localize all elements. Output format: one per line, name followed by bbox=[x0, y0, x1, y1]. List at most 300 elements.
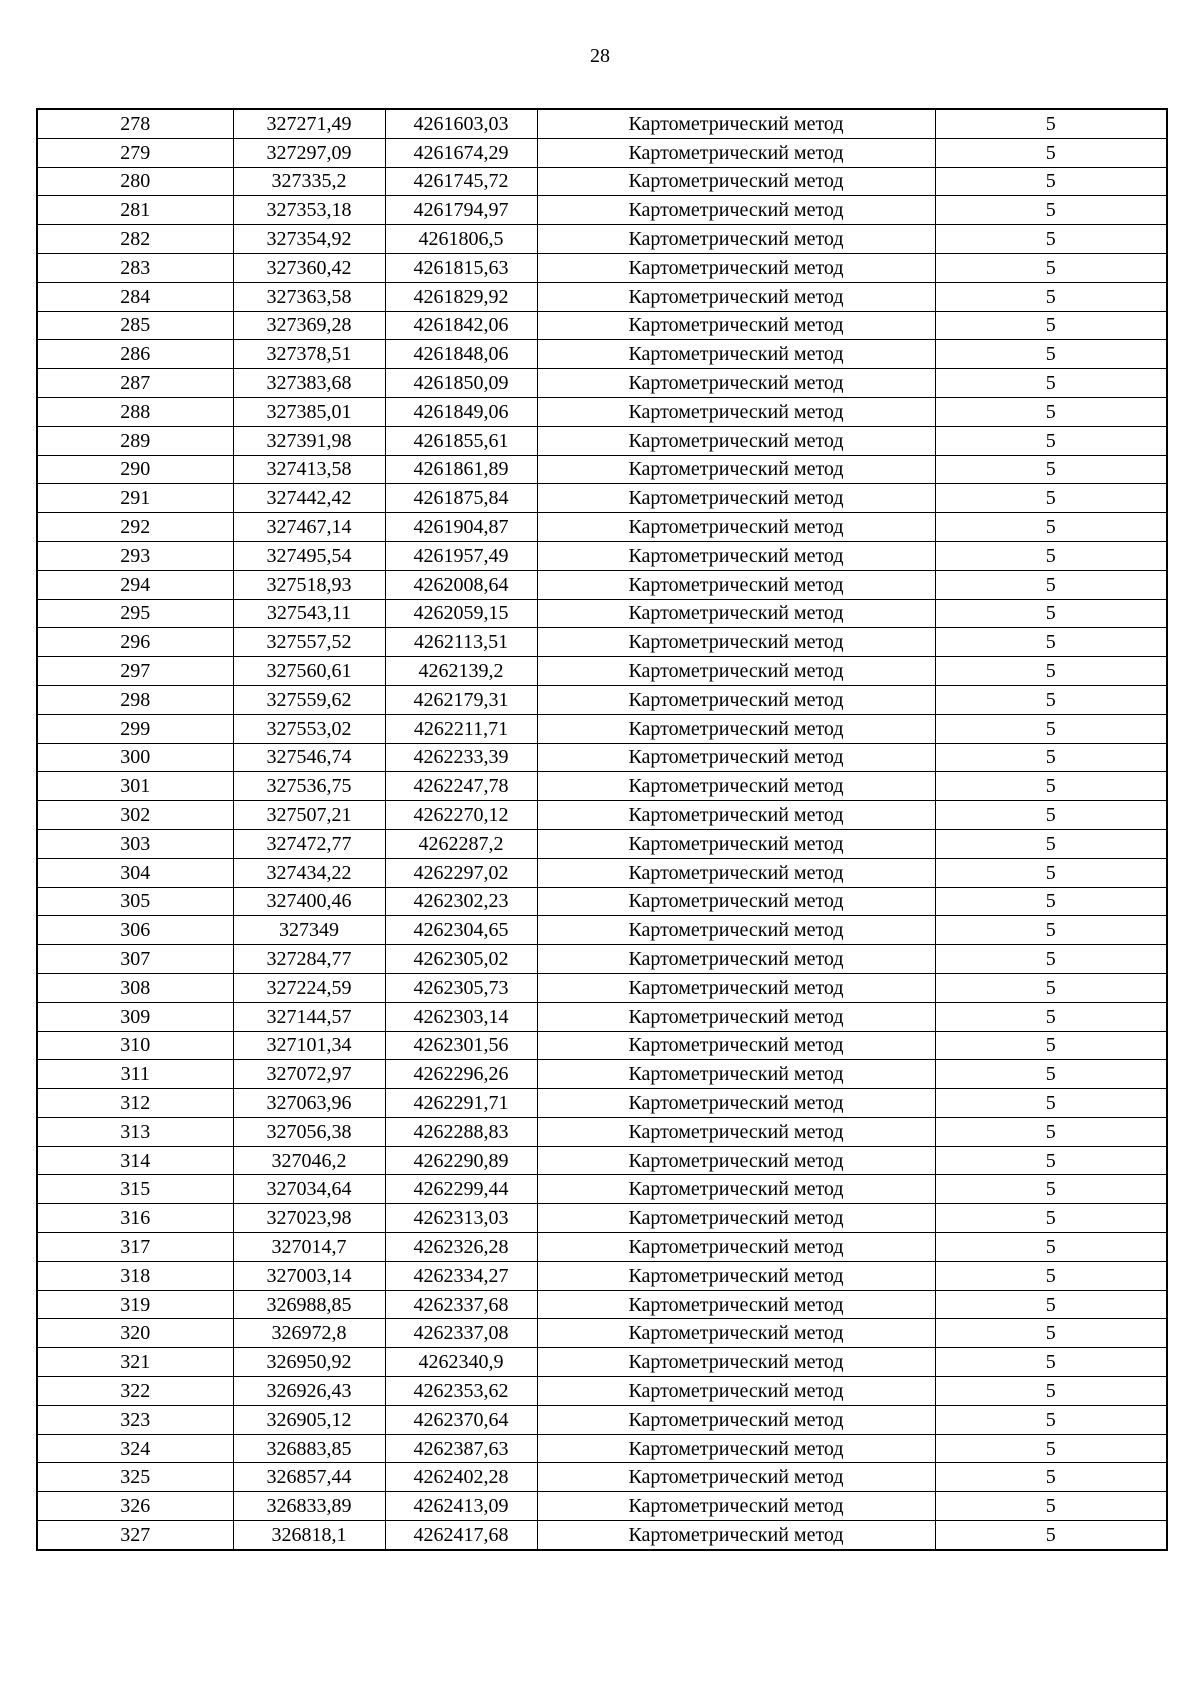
x-coordinate-cell: 327353,18 bbox=[233, 196, 385, 225]
method-cell: Картометрический метод bbox=[537, 1031, 935, 1060]
accuracy-cell: 5 bbox=[935, 714, 1167, 743]
method-cell: Картометрический метод bbox=[537, 1089, 935, 1118]
method-cell: Картометрический метод bbox=[537, 311, 935, 340]
method-cell: Картометрический метод bbox=[537, 1319, 935, 1348]
point-number-cell: 284 bbox=[37, 282, 233, 311]
table-row bbox=[37, 369, 1167, 398]
table-row bbox=[37, 801, 1167, 830]
y-coordinate-cell: 4262326,28 bbox=[385, 1233, 537, 1262]
accuracy-cell: 5 bbox=[935, 455, 1167, 484]
point-number-cell: 300 bbox=[37, 743, 233, 772]
y-coordinate-cell: 4261855,61 bbox=[385, 426, 537, 455]
table-row bbox=[37, 1521, 1167, 1550]
table-row bbox=[37, 1261, 1167, 1290]
accuracy-cell: 5 bbox=[935, 1463, 1167, 1492]
point-number-cell: 302 bbox=[37, 801, 233, 830]
table-row bbox=[37, 945, 1167, 974]
accuracy-cell: 5 bbox=[935, 253, 1167, 282]
x-coordinate-cell: 327369,28 bbox=[233, 311, 385, 340]
y-coordinate-cell: 4262247,78 bbox=[385, 772, 537, 801]
accuracy-cell: 5 bbox=[935, 1146, 1167, 1175]
table-row bbox=[37, 743, 1167, 772]
accuracy-cell: 5 bbox=[935, 1204, 1167, 1233]
accuracy-cell: 5 bbox=[935, 541, 1167, 570]
point-number-cell: 306 bbox=[37, 916, 233, 945]
accuracy-cell: 5 bbox=[935, 1060, 1167, 1089]
point-number-cell: 311 bbox=[37, 1060, 233, 1089]
accuracy-cell: 5 bbox=[935, 484, 1167, 513]
table-row bbox=[37, 628, 1167, 657]
y-coordinate-cell: 4262008,64 bbox=[385, 570, 537, 599]
accuracy-cell: 5 bbox=[935, 1290, 1167, 1319]
point-number-cell: 319 bbox=[37, 1290, 233, 1319]
accuracy-cell: 5 bbox=[935, 1348, 1167, 1377]
x-coordinate-cell: 327224,59 bbox=[233, 973, 385, 1002]
point-number-cell: 320 bbox=[37, 1319, 233, 1348]
table-row bbox=[37, 253, 1167, 282]
table-row bbox=[37, 1377, 1167, 1406]
y-coordinate-cell: 4261745,72 bbox=[385, 167, 537, 196]
method-cell: Картометрический метод bbox=[537, 167, 935, 196]
method-cell: Картометрический метод bbox=[537, 225, 935, 254]
point-number-cell: 303 bbox=[37, 829, 233, 858]
x-coordinate-cell: 327442,42 bbox=[233, 484, 385, 513]
x-coordinate-cell: 327034,64 bbox=[233, 1175, 385, 1204]
x-coordinate-cell: 327434,22 bbox=[233, 858, 385, 887]
x-coordinate-cell: 327536,75 bbox=[233, 772, 385, 801]
accuracy-cell: 5 bbox=[935, 1319, 1167, 1348]
x-coordinate-cell: 327400,46 bbox=[233, 887, 385, 916]
method-cell: Картометрический метод bbox=[537, 628, 935, 657]
method-cell: Картометрический метод bbox=[537, 397, 935, 426]
method-cell: Картометрический метод bbox=[537, 484, 935, 513]
accuracy-cell: 5 bbox=[935, 570, 1167, 599]
accuracy-cell: 5 bbox=[935, 916, 1167, 945]
point-number-cell: 287 bbox=[37, 369, 233, 398]
y-coordinate-cell: 4262287,2 bbox=[385, 829, 537, 858]
x-coordinate-cell: 327546,74 bbox=[233, 743, 385, 772]
y-coordinate-cell: 4261794,97 bbox=[385, 196, 537, 225]
method-cell: Картометрический метод bbox=[537, 1146, 935, 1175]
point-number-cell: 292 bbox=[37, 513, 233, 542]
x-coordinate-cell: 327046,2 bbox=[233, 1146, 385, 1175]
point-number-cell: 324 bbox=[37, 1434, 233, 1463]
x-coordinate-cell: 327297,09 bbox=[233, 138, 385, 167]
accuracy-cell: 5 bbox=[935, 138, 1167, 167]
accuracy-cell: 5 bbox=[935, 397, 1167, 426]
x-coordinate-cell: 326857,44 bbox=[233, 1463, 385, 1492]
point-number-cell: 293 bbox=[37, 541, 233, 570]
method-cell: Картометрический метод bbox=[537, 685, 935, 714]
accuracy-cell: 5 bbox=[935, 1492, 1167, 1521]
accuracy-cell: 5 bbox=[935, 1434, 1167, 1463]
method-cell: Картометрический метод bbox=[537, 138, 935, 167]
method-cell: Картометрический метод bbox=[537, 1290, 935, 1319]
table-row bbox=[37, 887, 1167, 916]
point-number-cell: 317 bbox=[37, 1233, 233, 1262]
x-coordinate-cell: 327349 bbox=[233, 916, 385, 945]
y-coordinate-cell: 4262301,56 bbox=[385, 1031, 537, 1060]
x-coordinate-cell: 326950,92 bbox=[233, 1348, 385, 1377]
point-number-cell: 295 bbox=[37, 599, 233, 628]
table-row bbox=[37, 1233, 1167, 1262]
accuracy-cell: 5 bbox=[935, 225, 1167, 254]
method-cell: Картометрический метод bbox=[537, 829, 935, 858]
method-cell: Картометрический метод bbox=[537, 1175, 935, 1204]
point-number-cell: 278 bbox=[37, 109, 233, 138]
point-number-cell: 323 bbox=[37, 1405, 233, 1434]
y-coordinate-cell: 4262299,44 bbox=[385, 1175, 537, 1204]
x-coordinate-cell: 327559,62 bbox=[233, 685, 385, 714]
method-cell: Картометрический метод bbox=[537, 599, 935, 628]
table-row bbox=[37, 340, 1167, 369]
x-coordinate-cell: 327413,58 bbox=[233, 455, 385, 484]
table-row bbox=[37, 685, 1167, 714]
y-coordinate-cell: 4261674,29 bbox=[385, 138, 537, 167]
y-coordinate-cell: 4262139,2 bbox=[385, 657, 537, 686]
accuracy-cell: 5 bbox=[935, 196, 1167, 225]
method-cell: Картометрический метод bbox=[537, 1233, 935, 1262]
method-cell: Картометрический метод bbox=[537, 1377, 935, 1406]
x-coordinate-cell: 327543,11 bbox=[233, 599, 385, 628]
point-number-cell: 299 bbox=[37, 714, 233, 743]
method-cell: Картометрический метод bbox=[537, 1405, 935, 1434]
x-coordinate-cell: 326905,12 bbox=[233, 1405, 385, 1434]
y-coordinate-cell: 4262059,15 bbox=[385, 599, 537, 628]
table-row bbox=[37, 282, 1167, 311]
y-coordinate-cell: 4261848,06 bbox=[385, 340, 537, 369]
method-cell: Картометрический метод bbox=[537, 1204, 935, 1233]
table-row bbox=[37, 138, 1167, 167]
table-row bbox=[37, 513, 1167, 542]
table-row bbox=[37, 1175, 1167, 1204]
page-number: 28 bbox=[590, 45, 610, 67]
point-number-cell: 304 bbox=[37, 858, 233, 887]
method-cell: Картометрический метод bbox=[537, 973, 935, 1002]
x-coordinate-cell: 326972,8 bbox=[233, 1319, 385, 1348]
table-row bbox=[37, 109, 1167, 138]
point-number-cell: 309 bbox=[37, 1002, 233, 1031]
point-number-cell: 316 bbox=[37, 1204, 233, 1233]
table-row bbox=[37, 570, 1167, 599]
table-row bbox=[37, 1204, 1167, 1233]
y-coordinate-cell: 4262402,28 bbox=[385, 1463, 537, 1492]
accuracy-cell: 5 bbox=[935, 1233, 1167, 1262]
point-number-cell: 286 bbox=[37, 340, 233, 369]
table-row bbox=[37, 973, 1167, 1002]
table-row bbox=[37, 858, 1167, 887]
accuracy-cell: 5 bbox=[935, 426, 1167, 455]
y-coordinate-cell: 4262337,08 bbox=[385, 1319, 537, 1348]
y-coordinate-cell: 4261603,03 bbox=[385, 109, 537, 138]
method-cell: Картометрический метод bbox=[537, 858, 935, 887]
y-coordinate-cell: 4262297,02 bbox=[385, 858, 537, 887]
method-cell: Картометрический метод bbox=[537, 743, 935, 772]
method-cell: Картометрический метод bbox=[537, 772, 935, 801]
x-coordinate-cell: 326833,89 bbox=[233, 1492, 385, 1521]
accuracy-cell: 5 bbox=[935, 1405, 1167, 1434]
x-coordinate-cell: 327518,93 bbox=[233, 570, 385, 599]
y-coordinate-cell: 4262337,68 bbox=[385, 1290, 537, 1319]
y-coordinate-cell: 4262290,89 bbox=[385, 1146, 537, 1175]
method-cell: Картометрический метод bbox=[537, 1492, 935, 1521]
accuracy-cell: 5 bbox=[935, 945, 1167, 974]
point-number-cell: 312 bbox=[37, 1089, 233, 1118]
table-row bbox=[37, 1031, 1167, 1060]
method-cell: Картометрический метод bbox=[537, 1060, 935, 1089]
method-cell: Картометрический метод bbox=[537, 657, 935, 686]
method-cell: Картометрический метод bbox=[537, 1261, 935, 1290]
y-coordinate-cell: 4261904,87 bbox=[385, 513, 537, 542]
accuracy-cell: 5 bbox=[935, 1261, 1167, 1290]
point-number-cell: 296 bbox=[37, 628, 233, 657]
table-row bbox=[37, 1146, 1167, 1175]
table-row bbox=[37, 1434, 1167, 1463]
point-number-cell: 310 bbox=[37, 1031, 233, 1060]
accuracy-cell: 5 bbox=[935, 743, 1167, 772]
accuracy-cell: 5 bbox=[935, 1377, 1167, 1406]
point-number-cell: 313 bbox=[37, 1117, 233, 1146]
y-coordinate-cell: 4262340,9 bbox=[385, 1348, 537, 1377]
accuracy-cell: 5 bbox=[935, 628, 1167, 657]
point-number-cell: 308 bbox=[37, 973, 233, 1002]
table-row bbox=[37, 1319, 1167, 1348]
method-cell: Картометрический метод bbox=[537, 340, 935, 369]
method-cell: Картометрический метод bbox=[537, 916, 935, 945]
y-coordinate-cell: 4261849,06 bbox=[385, 397, 537, 426]
y-coordinate-cell: 4262387,63 bbox=[385, 1434, 537, 1463]
point-number-cell: 305 bbox=[37, 887, 233, 916]
point-number-cell: 298 bbox=[37, 685, 233, 714]
accuracy-cell: 5 bbox=[935, 1089, 1167, 1118]
x-coordinate-cell: 327144,57 bbox=[233, 1002, 385, 1031]
accuracy-cell: 5 bbox=[935, 685, 1167, 714]
method-cell: Картометрический метод bbox=[537, 887, 935, 916]
point-number-cell: 288 bbox=[37, 397, 233, 426]
method-cell: Картометрический метод bbox=[537, 1117, 935, 1146]
coordinates-table bbox=[36, 108, 1168, 1551]
accuracy-cell: 5 bbox=[935, 772, 1167, 801]
accuracy-cell: 5 bbox=[935, 1002, 1167, 1031]
point-number-cell: 301 bbox=[37, 772, 233, 801]
table-row bbox=[37, 1290, 1167, 1319]
table-row bbox=[37, 657, 1167, 686]
x-coordinate-cell: 326926,43 bbox=[233, 1377, 385, 1406]
accuracy-cell: 5 bbox=[935, 801, 1167, 830]
x-coordinate-cell: 327271,49 bbox=[233, 109, 385, 138]
accuracy-cell: 5 bbox=[935, 829, 1167, 858]
x-coordinate-cell: 327385,01 bbox=[233, 397, 385, 426]
point-number-cell: 307 bbox=[37, 945, 233, 974]
accuracy-cell: 5 bbox=[935, 109, 1167, 138]
point-number-cell: 289 bbox=[37, 426, 233, 455]
point-number-cell: 315 bbox=[37, 1175, 233, 1204]
method-cell: Картометрический метод bbox=[537, 541, 935, 570]
method-cell: Картометрический метод bbox=[537, 109, 935, 138]
x-coordinate-cell: 327284,77 bbox=[233, 945, 385, 974]
point-number-cell: 326 bbox=[37, 1492, 233, 1521]
x-coordinate-cell: 327063,96 bbox=[233, 1089, 385, 1118]
table-row bbox=[37, 1492, 1167, 1521]
x-coordinate-cell: 327003,14 bbox=[233, 1261, 385, 1290]
point-number-cell: 280 bbox=[37, 167, 233, 196]
table-row bbox=[37, 311, 1167, 340]
y-coordinate-cell: 4262305,02 bbox=[385, 945, 537, 974]
point-number-cell: 285 bbox=[37, 311, 233, 340]
method-cell: Картометрический метод bbox=[537, 513, 935, 542]
method-cell: Картометрический метод bbox=[537, 945, 935, 974]
method-cell: Картометрический метод bbox=[537, 282, 935, 311]
method-cell: Картометрический метод bbox=[537, 196, 935, 225]
x-coordinate-cell: 327467,14 bbox=[233, 513, 385, 542]
x-coordinate-cell: 327360,42 bbox=[233, 253, 385, 282]
y-coordinate-cell: 4261815,63 bbox=[385, 253, 537, 282]
point-number-cell: 327 bbox=[37, 1521, 233, 1550]
point-number-cell: 283 bbox=[37, 253, 233, 282]
x-coordinate-cell: 327557,52 bbox=[233, 628, 385, 657]
point-number-cell: 314 bbox=[37, 1146, 233, 1175]
x-coordinate-cell: 327391,98 bbox=[233, 426, 385, 455]
y-coordinate-cell: 4262296,26 bbox=[385, 1060, 537, 1089]
x-coordinate-cell: 327472,77 bbox=[233, 829, 385, 858]
table-row bbox=[37, 1002, 1167, 1031]
y-coordinate-cell: 4262303,14 bbox=[385, 1002, 537, 1031]
table-row bbox=[37, 455, 1167, 484]
y-coordinate-cell: 4262270,12 bbox=[385, 801, 537, 830]
accuracy-cell: 5 bbox=[935, 167, 1167, 196]
y-coordinate-cell: 4262179,31 bbox=[385, 685, 537, 714]
y-coordinate-cell: 4262413,09 bbox=[385, 1492, 537, 1521]
x-coordinate-cell: 326988,85 bbox=[233, 1290, 385, 1319]
accuracy-cell: 5 bbox=[935, 858, 1167, 887]
point-number-cell: 291 bbox=[37, 484, 233, 513]
y-coordinate-cell: 4262313,03 bbox=[385, 1204, 537, 1233]
table-row bbox=[37, 541, 1167, 570]
coordinates-table-body bbox=[37, 109, 1167, 1550]
x-coordinate-cell: 326818,1 bbox=[233, 1521, 385, 1550]
point-number-cell: 318 bbox=[37, 1261, 233, 1290]
table-row bbox=[37, 167, 1167, 196]
x-coordinate-cell: 327560,61 bbox=[233, 657, 385, 686]
point-number-cell: 297 bbox=[37, 657, 233, 686]
method-cell: Картометрический метод bbox=[537, 1463, 935, 1492]
point-number-cell: 279 bbox=[37, 138, 233, 167]
y-coordinate-cell: 4262302,23 bbox=[385, 887, 537, 916]
point-number-cell: 282 bbox=[37, 225, 233, 254]
x-coordinate-cell: 326883,85 bbox=[233, 1434, 385, 1463]
method-cell: Картометрический метод bbox=[537, 570, 935, 599]
table-row bbox=[37, 829, 1167, 858]
accuracy-cell: 5 bbox=[935, 282, 1167, 311]
method-cell: Картометрический метод bbox=[537, 714, 935, 743]
method-cell: Картометрический метод bbox=[537, 253, 935, 282]
y-coordinate-cell: 4262288,83 bbox=[385, 1117, 537, 1146]
y-coordinate-cell: 4262113,51 bbox=[385, 628, 537, 657]
y-coordinate-cell: 4262304,65 bbox=[385, 916, 537, 945]
x-coordinate-cell: 327553,02 bbox=[233, 714, 385, 743]
table-row bbox=[37, 1060, 1167, 1089]
accuracy-cell: 5 bbox=[935, 1521, 1167, 1550]
point-number-cell: 294 bbox=[37, 570, 233, 599]
method-cell: Картометрический метод bbox=[537, 1002, 935, 1031]
x-coordinate-cell: 327023,98 bbox=[233, 1204, 385, 1233]
table-row bbox=[37, 772, 1167, 801]
y-coordinate-cell: 4262291,71 bbox=[385, 1089, 537, 1118]
table-row bbox=[37, 225, 1167, 254]
table-row bbox=[37, 714, 1167, 743]
x-coordinate-cell: 327378,51 bbox=[233, 340, 385, 369]
accuracy-cell: 5 bbox=[935, 513, 1167, 542]
x-coordinate-cell: 327335,2 bbox=[233, 167, 385, 196]
table-row bbox=[37, 1463, 1167, 1492]
method-cell: Картометрический метод bbox=[537, 1348, 935, 1377]
accuracy-cell: 5 bbox=[935, 1175, 1167, 1204]
method-cell: Картометрический метод bbox=[537, 369, 935, 398]
accuracy-cell: 5 bbox=[935, 311, 1167, 340]
x-coordinate-cell: 327072,97 bbox=[233, 1060, 385, 1089]
method-cell: Картометрический метод bbox=[537, 426, 935, 455]
method-cell: Картометрический метод bbox=[537, 1434, 935, 1463]
table-row bbox=[37, 1348, 1167, 1377]
table-row bbox=[37, 484, 1167, 513]
accuracy-cell: 5 bbox=[935, 1031, 1167, 1060]
accuracy-cell: 5 bbox=[935, 973, 1167, 1002]
accuracy-cell: 5 bbox=[935, 369, 1167, 398]
table-row bbox=[37, 1405, 1167, 1434]
y-coordinate-cell: 4261842,06 bbox=[385, 311, 537, 340]
x-coordinate-cell: 327363,58 bbox=[233, 282, 385, 311]
method-cell: Картометрический метод bbox=[537, 801, 935, 830]
y-coordinate-cell: 4261806,5 bbox=[385, 225, 537, 254]
accuracy-cell: 5 bbox=[935, 1117, 1167, 1146]
table-row bbox=[37, 1117, 1167, 1146]
table-row bbox=[37, 1089, 1167, 1118]
table-row bbox=[37, 599, 1167, 628]
y-coordinate-cell: 4262233,39 bbox=[385, 743, 537, 772]
y-coordinate-cell: 4261829,92 bbox=[385, 282, 537, 311]
x-coordinate-cell: 327495,54 bbox=[233, 541, 385, 570]
table-row bbox=[37, 916, 1167, 945]
point-number-cell: 290 bbox=[37, 455, 233, 484]
accuracy-cell: 5 bbox=[935, 340, 1167, 369]
y-coordinate-cell: 4262211,71 bbox=[385, 714, 537, 743]
x-coordinate-cell: 327354,92 bbox=[233, 225, 385, 254]
y-coordinate-cell: 4262334,27 bbox=[385, 1261, 537, 1290]
method-cell: Картометрический метод bbox=[537, 1521, 935, 1550]
y-coordinate-cell: 4262417,68 bbox=[385, 1521, 537, 1550]
accuracy-cell: 5 bbox=[935, 599, 1167, 628]
point-number-cell: 325 bbox=[37, 1463, 233, 1492]
x-coordinate-cell: 327101,34 bbox=[233, 1031, 385, 1060]
x-coordinate-cell: 327507,21 bbox=[233, 801, 385, 830]
point-number-cell: 322 bbox=[37, 1377, 233, 1406]
table-row bbox=[37, 397, 1167, 426]
point-number-cell: 321 bbox=[37, 1348, 233, 1377]
table-row bbox=[37, 426, 1167, 455]
y-coordinate-cell: 4261957,49 bbox=[385, 541, 537, 570]
accuracy-cell: 5 bbox=[935, 887, 1167, 916]
y-coordinate-cell: 4262353,62 bbox=[385, 1377, 537, 1406]
y-coordinate-cell: 4261861,89 bbox=[385, 455, 537, 484]
y-coordinate-cell: 4262305,73 bbox=[385, 973, 537, 1002]
x-coordinate-cell: 327383,68 bbox=[233, 369, 385, 398]
method-cell: Картометрический метод bbox=[537, 455, 935, 484]
point-number-cell: 281 bbox=[37, 196, 233, 225]
x-coordinate-cell: 327056,38 bbox=[233, 1117, 385, 1146]
table-row bbox=[37, 196, 1167, 225]
y-coordinate-cell: 4261850,09 bbox=[385, 369, 537, 398]
y-coordinate-cell: 4261875,84 bbox=[385, 484, 537, 513]
